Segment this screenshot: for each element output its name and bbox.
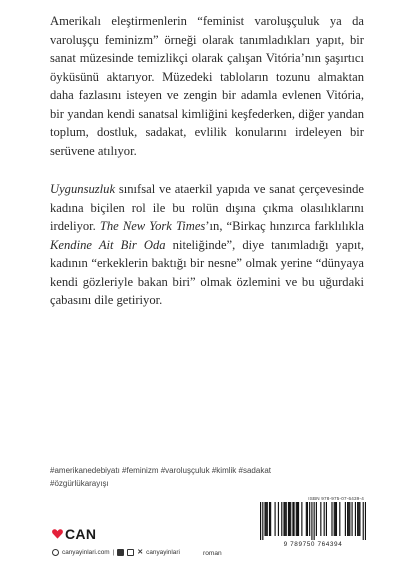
barcode-bar — [260, 502, 261, 540]
barcode-bar — [345, 502, 346, 536]
social-handle[interactable]: canyayinlari — [146, 549, 180, 556]
instagram-icon[interactable] — [127, 549, 134, 556]
barcode-bar — [314, 502, 315, 540]
barcode-bar — [348, 502, 349, 536]
paragraph-2-text-a: sınıfsal ve ataerkil yapıda ve sanat çerçevesinde kadına biçilen rol ile bu rolün dışına çıkma olasılıklarını irdeliyor. — [50, 182, 364, 233]
facebook-icon[interactable] — [117, 549, 124, 556]
barcode-bar — [336, 502, 337, 536]
paragraph-1-text: Amerikalı eleştirmenlerin “feminist varoluşçuluk ya da varoluşçu feminizm” örneği olarak tanımladıkları yapıt, bir sanat müzesinde temizlikçi olarak çalışan Vitória’nın şaşırtıcı öyküsünü aktarıyor. Müzedeki tabloların tozunu almaktan daha fazlasını isteyen ve zengin bir adamla evlenen Vitória, bir yandan kendi sanatsal kimliğini keşfederken, diğer yandan toplum, dostluk, sadakat, evlilik konularını irdeleyen bir serüvene atılıyor. — [50, 14, 364, 158]
barcode-bar — [301, 502, 302, 536]
description-paragraph-1 — [50, 12, 364, 160]
barcode-bar — [270, 502, 271, 536]
reference-book-italic: Kendine Ait Bir Oda — [50, 237, 166, 252]
separator: | — [112, 549, 115, 556]
barcode-bar — [334, 502, 335, 536]
paragraph-2-text-c: niteliğinde”, diye tanımladığı yapıt, kadının “erkeklerin baktığı bir nesne” olmak yerine “dünyaya kendi gözleriyle bakan biri” olmak özlemini ve bu uğurdaki çabasını dile getiriyor. — [50, 237, 364, 307]
barcode-bar — [309, 502, 310, 536]
barcode-bar — [292, 502, 293, 536]
barcode-bar — [288, 502, 289, 536]
isbn-number: 9 789750 764394 — [283, 541, 343, 548]
barcode-bar — [278, 502, 279, 536]
paragraph-2-text-b: ’ın, “Birkaç hınzırca farklılıkla — [205, 219, 365, 233]
barcode-bar — [339, 502, 340, 536]
globe-icon — [52, 549, 59, 556]
barcode-bar — [296, 502, 297, 536]
barcode-bar — [306, 502, 307, 536]
barcode-bar — [264, 502, 265, 536]
barcode-bar — [275, 502, 276, 536]
genre-label: roman — [203, 550, 222, 557]
isbn-barcode-block — [260, 496, 366, 550]
barcode-bar — [283, 502, 284, 536]
barcode-graphic — [260, 502, 366, 540]
barcode-bar — [307, 502, 308, 536]
publisher-logo — [52, 527, 96, 541]
website-link[interactable]: canyayinlari.com — [62, 549, 110, 556]
barcode-bar — [349, 502, 350, 536]
heart-icon — [52, 529, 63, 539]
barcode-bar — [298, 502, 299, 536]
barcode-bar — [269, 502, 270, 536]
barcode-bar — [289, 502, 290, 536]
x-icon[interactable]: ✕ — [137, 549, 144, 556]
barcode-bar — [324, 502, 325, 536]
barcode-bar — [351, 502, 352, 536]
hashtag-line-2: #özgürlükarayışı — [50, 479, 109, 488]
barcode-bar — [320, 502, 321, 536]
barcode-bar — [311, 502, 312, 540]
barcode-bar — [335, 502, 336, 536]
publisher-logo-text: CAN — [65, 526, 97, 542]
barcode-bar — [365, 502, 366, 540]
barcode-bar — [297, 502, 298, 536]
barcode-bar — [331, 502, 332, 536]
newspaper-name-italic: The New York Times — [99, 219, 206, 233]
barcode-bar — [286, 502, 287, 536]
barcode-bar — [358, 502, 359, 536]
barcode-bar — [285, 502, 286, 536]
barcode-bar — [347, 502, 348, 536]
barcode-bar — [266, 502, 267, 536]
barcode-bar — [357, 502, 358, 536]
barcode-bar — [326, 502, 327, 536]
publisher-contact-line — [52, 549, 180, 556]
hashtag-list — [50, 464, 350, 490]
barcode-bar — [316, 502, 317, 536]
hashtag-line-1: #amerikanedebiyatı #feminizm #varoluşçuluk #kimlik #sadakat — [50, 466, 271, 475]
barcode-bar — [363, 502, 364, 540]
barcode-bar — [293, 502, 294, 536]
isbn-label: ISBN 978-975-07-6439-4 — [308, 496, 364, 501]
barcode-bar — [281, 502, 282, 536]
barcode-bar — [267, 502, 268, 536]
barcode-bar — [290, 502, 291, 536]
barcode-bar — [262, 502, 263, 540]
description-paragraph-2 — [50, 180, 364, 310]
book-title-italic: Uygunsuzluk — [50, 182, 116, 196]
barcode-bar — [355, 502, 356, 536]
barcode-bar — [359, 502, 360, 536]
